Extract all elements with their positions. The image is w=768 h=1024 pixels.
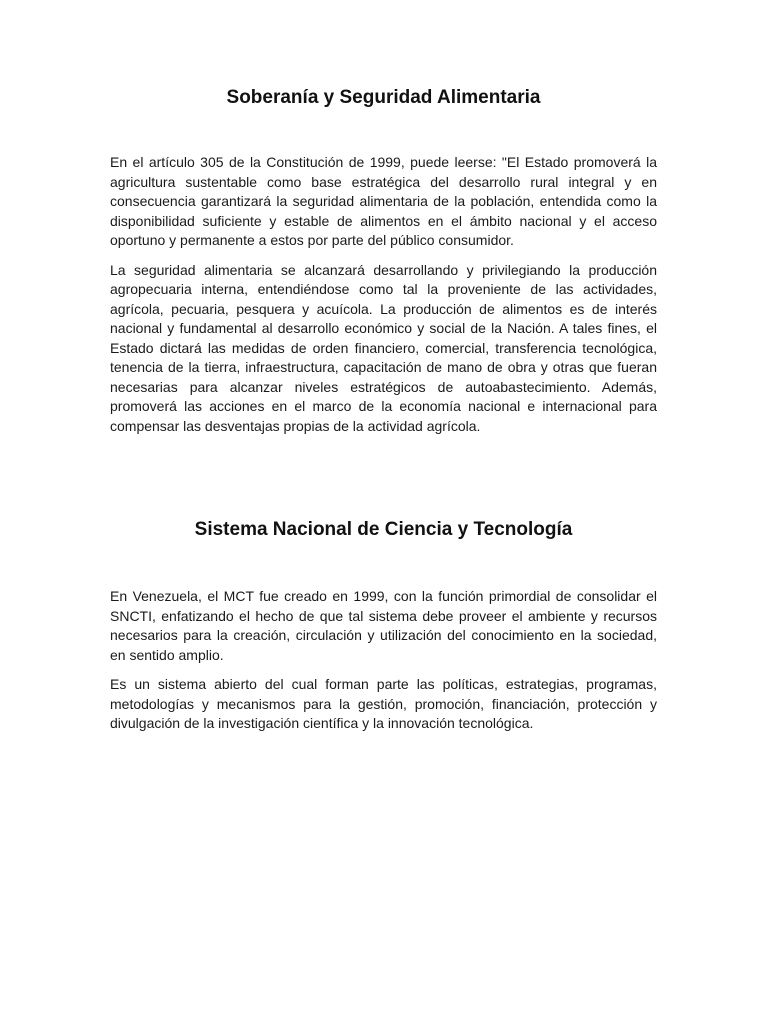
section-title: Sistema Nacional de Ciencia y Tecnología [194,519,573,540]
paragraph: La seguridad alimentaria se alcanzará desarrollando y privilegiando la producción agropecuaria interna, entendiéndose como tal la proveniente de las actividades, agrícola, pecuaria, pesquera y acuícola. La producción de alimentos es de interés nacional y fundamental al desarrollo económico y social de la Nación. A tales fines, el Estado dictará las medidas de orden financiero, comercial, transferencia tecnológica, tenencia de la tierra, infraestructura, capacitación de mano de obra y otras que fueran necesarias para alcanzar niveles estratégicos de autoabastecimiento. Además, promoverá las acciones en el marco de la economía nacional e internacional para compensar las desventajas propias de la actividad agrícola. [110,261,657,434]
section-title: Soberanía y Seguridad Alimentaria [226,87,541,108]
paragraph: En Venezuela, el MCT fue creado en 1999, con la función primordial de consolidar el SNCTI, enfatizando el hecho de que tal sistema debe proveer el ambiente y recursos necesarios para la creación, circulación y utilización del conocimiento en la sociedad, en sentido amplio. [110,588,657,663]
section-soberania [110,86,657,446]
paragraph: En el artículo 305 de la Constitución de 1999, puede leerse: "El Estado promoverá la agricultura sustentable como base estratégica del desarrollo rural integral y en consecuencia garantizará la seguridad alimentaria de la población, entendida como la disponibilidad suficiente y estable de alimentos en el ámbito nacional y el acceso oportuno y permanente a estos por parte del público consumidor. [110,154,657,248]
paragraph: Es un sistema abierto del cual forman parte las políticas, estrategias, programas, metodologías y mecanismos para la gestión, promoción, financiación, protección y divulgación de la investigación científica y la innovación tecnológica. [110,676,657,731]
section-ciencia-tecnologia [110,518,657,744]
